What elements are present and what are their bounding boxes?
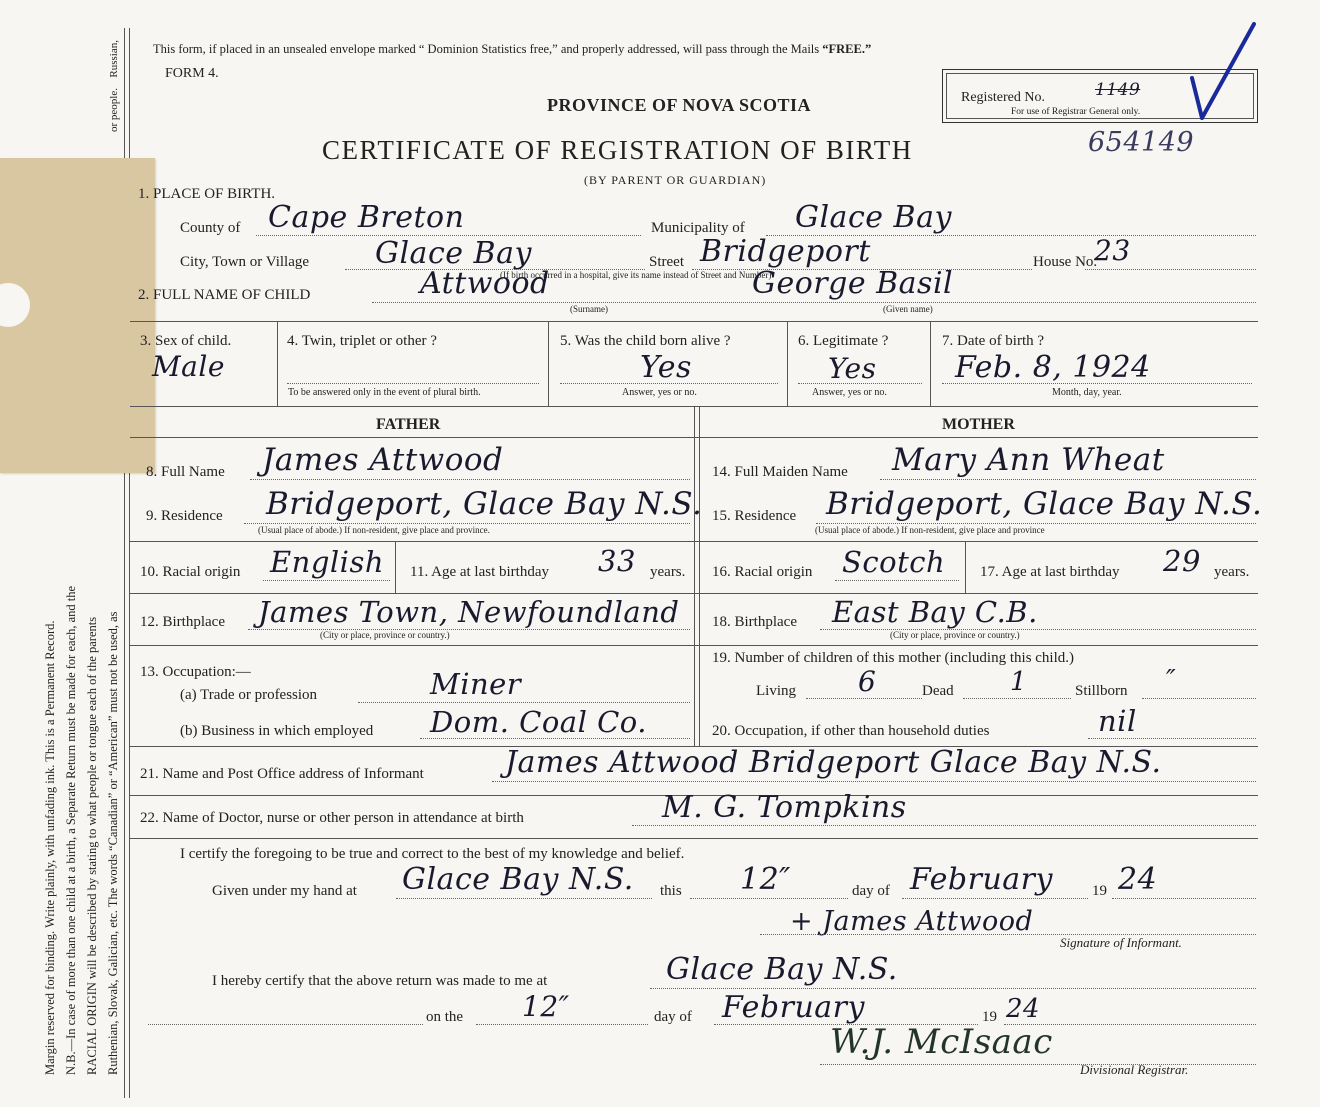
- father-residence-label: 9. Residence: [146, 508, 223, 524]
- house-number-value: 23: [1094, 234, 1131, 267]
- street-value: Bridgeport: [700, 234, 871, 269]
- return-day-of-label: day of: [654, 1009, 692, 1025]
- father-name-label: 8. Full Name: [146, 464, 225, 480]
- mother-age-label: 17. Age at last birthday: [980, 564, 1120, 580]
- mother-name-label: 14. Full Maiden Name: [712, 464, 848, 480]
- given-at-place: Glace Bay N.S.: [402, 862, 634, 897]
- given-at-label: Given under my hand at: [212, 883, 357, 899]
- informant-value: James Attwood Bridgeport Glace Bay N.S.: [505, 745, 1162, 780]
- registrar-label: Divisional Registrar.: [1080, 1062, 1189, 1077]
- given-year-value: 24: [1118, 862, 1158, 897]
- registrar-note: For use of Registrar General only.: [1011, 107, 1141, 117]
- informant-label: 21. Name and Post Office address of Informant: [140, 766, 424, 782]
- trade-label: (a) Trade or profession: [180, 687, 318, 703]
- father-birthplace-label: 12. Birthplace: [140, 614, 225, 630]
- county-label: County of: [180, 220, 241, 236]
- mother-occupation-value: nil: [1098, 704, 1137, 738]
- living-label: Living: [756, 683, 796, 699]
- father-residence-note: (Usual place of abode.) If non-resident, give place and province.: [258, 525, 490, 535]
- paper-tab: [0, 158, 155, 473]
- business-label: (b) Business in which employed: [180, 723, 374, 739]
- legitimate-label: 6. Legitimate ?: [798, 333, 889, 349]
- mother-residence-label: 15. Residence: [712, 508, 797, 524]
- city-value: Glace Bay: [375, 236, 532, 271]
- punch-hole: [0, 283, 30, 327]
- sex-label: 3. Sex of child.: [140, 333, 232, 349]
- mother-age-unit: years.: [1214, 564, 1250, 580]
- on-the-label: on the: [426, 1009, 464, 1025]
- twin-note: To be answered only in the event of plural birth.: [288, 387, 481, 398]
- return-day-value: 12″: [522, 990, 570, 1023]
- dead-value: 1: [1010, 667, 1028, 697]
- legitimate-value: Yes: [828, 352, 877, 385]
- father-race-label: 10. Racial origin: [140, 564, 241, 580]
- dob-note: Month, day, year.: [1052, 387, 1122, 398]
- alive-label: 5. Was the child born alive ?: [560, 333, 731, 349]
- mother-residence-value: Bridgeport, Glace Bay N.S.: [826, 486, 1263, 522]
- certification-statement: I certify the foregoing to be true and correct to the best of my knowledge and belief.: [180, 846, 685, 862]
- house-number-label: House No.: [1033, 254, 1098, 270]
- dead-label: Dead: [922, 683, 954, 699]
- doctor-label: 22. Name of Doctor, nurse or other person in attendance at birth: [140, 810, 524, 826]
- occupation-label: 13. Occupation:—: [140, 664, 251, 680]
- living-value: 6: [858, 665, 877, 698]
- margin-fragment: Russian,: [108, 40, 120, 78]
- informant-signature: + James Attwood: [790, 906, 1034, 937]
- street-label: Street: [649, 254, 684, 270]
- father-name-value: James Attwood: [262, 442, 504, 478]
- mother-residence-note: (Usual place of abode.) If non-resident, give place and province: [815, 525, 1045, 535]
- children-count-label: 19. Number of children of this mother (including this child.): [712, 650, 1075, 666]
- margin-note: Margin reserved for binding. Write plainly, with unfading ink. This is a Permanent Record.: [43, 620, 57, 1075]
- place-of-birth-heading: 1. PLACE OF BIRTH.: [138, 186, 276, 202]
- page-subtitle: (BY PARENT OR GUARDIAN): [584, 173, 767, 187]
- registered-label: Registered No.: [961, 90, 1045, 105]
- municipality-label: Municipality of: [651, 220, 745, 236]
- day-of-label: day of: [852, 883, 890, 899]
- father-residence-value: Bridgeport, Glace Bay N.S.: [266, 486, 703, 522]
- margin-note: Ruthenian, Slovak, Galician, etc. The words “Canadian” or “American” must not be used, as: [106, 611, 120, 1075]
- business-value: Dom. Coal Co.: [430, 705, 647, 739]
- return-label: I hereby certify that the above return was made to me at: [212, 973, 548, 989]
- child-surname-value: Attwood: [420, 266, 550, 301]
- stillborn-label: Stillborn: [1075, 683, 1128, 699]
- father-birthplace-value: James Town, Newfoundland: [258, 595, 680, 629]
- return-year-value: 24: [1006, 994, 1041, 1024]
- sex-value: Male: [152, 350, 225, 383]
- child-name-heading: 2. FULL NAME OF CHILD: [138, 287, 311, 303]
- check-mark: [1190, 20, 1260, 130]
- father-age-label: 11. Age at last birthday: [410, 564, 549, 580]
- mother-heading: MOTHER: [942, 416, 1015, 433]
- margin-note: N.B.—In case of more than one child at a birth, a Separate Return must be made for each, and the: [64, 585, 78, 1075]
- mother-birthplace-value: East Bay C.B.: [832, 595, 1038, 629]
- stillborn-value: ″: [1166, 665, 1177, 695]
- dob-label: 7. Date of birth ?: [942, 333, 1045, 349]
- form-number: FORM 4.: [165, 66, 219, 81]
- mother-occupation-label: 20. Occupation, if other than household duties: [712, 723, 990, 739]
- return-month-value: February: [722, 990, 865, 1025]
- mother-race-label: 16. Racial origin: [712, 564, 813, 580]
- alive-value: Yes: [640, 350, 692, 385]
- registered-value: 1149: [1095, 80, 1141, 100]
- father-age-value: 33: [598, 544, 636, 578]
- city-label: City, Town or Village: [180, 254, 310, 270]
- mother-race-value: Scotch: [842, 545, 946, 579]
- mother-name-value: Mary Ann Wheat: [892, 442, 1165, 478]
- page-title: CERTIFICATE OF REGISTRATION OF BIRTH: [322, 135, 913, 165]
- county-value: Cape Breton: [268, 200, 465, 235]
- municipality-value: Glace Bay: [795, 200, 952, 235]
- margin-fragment: or people.: [108, 88, 120, 132]
- postal-notice: This form, if placed in an unsealed envelope marked “ Dominion Statistics free,” and properly addressed, will pass through the Mails “FREE.”: [153, 42, 872, 56]
- alive-note: Answer, yes or no.: [622, 387, 697, 398]
- mother-age-value: 29: [1163, 544, 1201, 578]
- mother-birthplace-label: 18. Birthplace: [712, 614, 797, 630]
- father-heading: FATHER: [376, 416, 441, 433]
- stamp-number: 654149: [1088, 127, 1195, 158]
- twin-label: 4. Twin, triplet or other ?: [287, 333, 437, 349]
- given-day-value: 12″: [740, 862, 791, 897]
- father-age-unit: years.: [650, 564, 686, 580]
- margin-note: RACIAL ORIGIN will be described by stating to what people or tongue each of the parents: [85, 616, 99, 1075]
- trade-value: Miner: [430, 667, 522, 701]
- return-place: Glace Bay N.S.: [666, 952, 898, 987]
- informant-signature-label: Signature of Informant.: [1060, 935, 1182, 950]
- doctor-value: M. G. Tompkins: [662, 790, 907, 825]
- registrar-signature: W.J. McIsaac: [830, 1022, 1053, 1062]
- return-year-prefix: 19: [982, 1009, 997, 1025]
- father-birthplace-note: (City or place, province or country.): [320, 630, 450, 640]
- father-race-value: English: [270, 545, 385, 579]
- dob-value: Feb. 8, 1924: [955, 350, 1151, 385]
- legitimate-note: Answer, yes or no.: [812, 387, 887, 398]
- street-note: (If birth occurred in a hospital, give its name instead of Street and Number): [500, 270, 772, 280]
- mother-birthplace-note: (City or place, province or country.): [890, 630, 1020, 640]
- surname-caption: (Surname): [570, 304, 608, 314]
- child-given-name-value: George Basil: [752, 266, 954, 301]
- given-month-value: February: [910, 862, 1053, 897]
- given-name-caption: (Given name): [883, 304, 933, 314]
- province-heading: PROVINCE OF NOVA SCOTIA: [547, 95, 812, 115]
- this-label: this: [660, 883, 682, 899]
- year-prefix: 19: [1092, 883, 1107, 899]
